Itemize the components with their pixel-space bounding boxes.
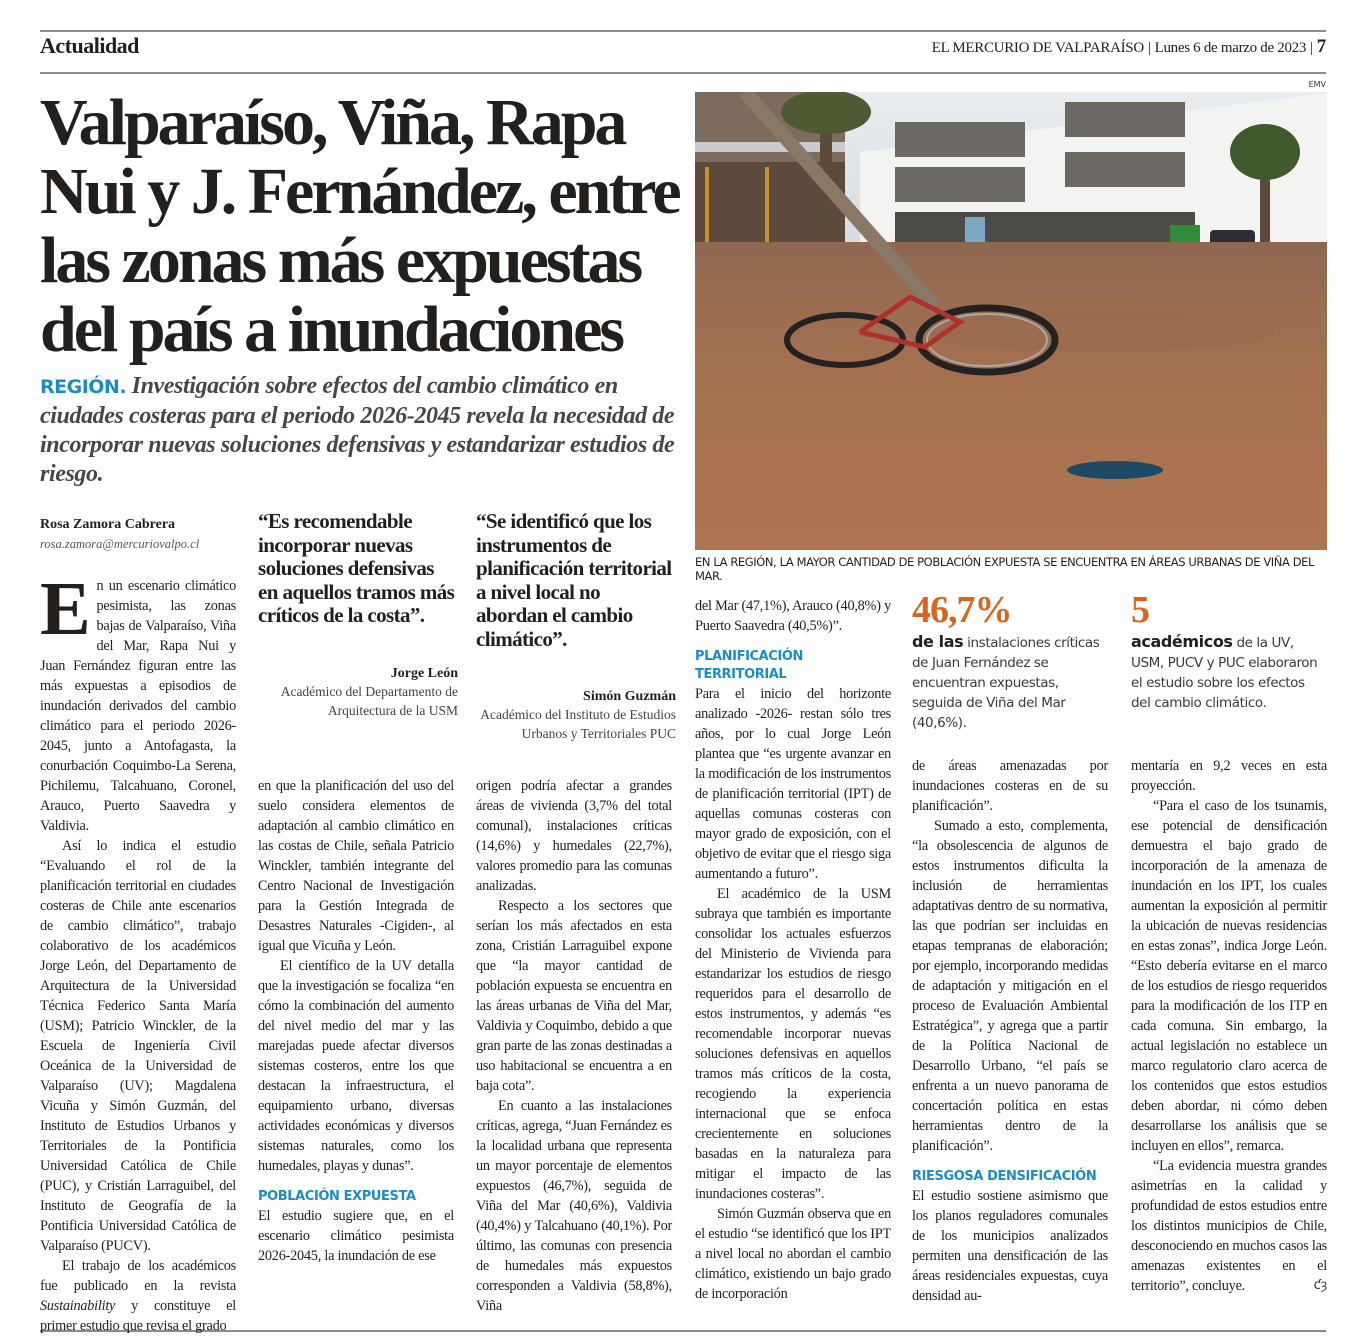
paragraph: El científico de la UV detalla que la investigación se focaliza “en cómo la combinación del aumento del nivel medio del mar y las marejadas puede afectar diversos sistemas costeros, entre los que destacan la infraestructura, el equipamiento urbano, diversas actividades económicas y diversos sistemas naturales, como los humedales, playas y dunas”. bbox=[258, 958, 454, 1174]
paragraph: Así lo indica el estudio “Evaluando el rol de la planificación territorial en ciudades costeras de Chile ante escenarios de cambio climático”, trabajo colaborativo de los académicos Jorge León, del Departamento de Arquitectura de la Universidad Técnica Federico Santa María (USM); Patricio Winckler, de la Escuela de Ingeniería Civil Oceánica de la Universidad de Valparaíso (UV); Magdalena Vicuña y Simón Guzmán, del Instituto de Estudios Urbanos y Territoriales de la Pontificia Universidad Católica de Chile (PUC), y Cristián Larraguibel, del Instituto de Geografía de la Pontificia Universidad Católica de Valparaíso (PUCV). bbox=[40, 838, 236, 1254]
issue-date: Lunes 6 de marzo de 2023 bbox=[1154, 40, 1307, 56]
paragraph: En un escenario climático pesimista, las zonas bajas de Valparaíso, Viña del Mar, Rapa Nui y Juan Fernández figuran entre las más expuestas a episodios de inundación derivados del cambio climático para el periodo 2026-2045, junto a Antofagasta, la conurbación Coquimbo-La Serena, Pichilemu, Talcahuano, Coronel, Arauco, Puerto Saavedra y Valdivia. bbox=[40, 567, 236, 834]
pull-quote bbox=[476, 510, 676, 743]
stat-lead: de las bbox=[912, 632, 964, 651]
paragraph: “Para el caso de los tsunamis, ese potencial de densificación demuestra el bajo grado de incorporación de la amenaza de inundación en los IPT, los cuales aumentan la exposición al permitir la ubicación de nuevas residencias en estas zonas”, indica Jorge León. “Esto debería evitarse en el marco de los estudios de riesgo requeridos para la modificación de los ITP en cada comuna. Sin embargo, la actual legislación no establece un marco regulatorio claro acerca de los contenidos que estos estudios deben abordar, ni cómo deben desarrollarse los análisis que se incluyen en ellos”, remarca. bbox=[1131, 798, 1327, 1154]
end-mark-icon: ƈȝ bbox=[1313, 1278, 1327, 1293]
flood-photo bbox=[695, 92, 1327, 550]
subheading: PLANIFICACIÓN TERRITORIAL bbox=[695, 649, 804, 682]
paragraph: “La evidencia muestra grandes asimetrías en la calidad y profundidad de estos estudios entre los distintos municipios de Chile, desconociendo en muchos casos las amenazas existentes en el territorio”, concluye. ƈȝ bbox=[1131, 1158, 1327, 1294]
paragraph: El estudio sostiene asimismo que los planos reguladores comunales de los municipios analizados permiten una densificación de las áreas residenciales expuestas, cuya densidad au- bbox=[912, 1188, 1108, 1304]
article-column-1 bbox=[40, 567, 236, 1336]
paragraph: Simón Guzmán observa que en el estudio “se identificó que los IPT a nivel local no abordan el cambio climático, existiendo un bajo grado de incorporación bbox=[695, 1206, 891, 1302]
paragraph: El trabajo de los académicos fue publicado en la revista Sustainability y constituye el primer estudio que revisa el grado bbox=[40, 1258, 236, 1334]
separator: | bbox=[1147, 40, 1151, 56]
stat-lead: académicos bbox=[1131, 632, 1233, 651]
stat-description bbox=[912, 632, 1112, 733]
paragraph: Respecto a los sectores que serían los más afectados en esta zona, Cristián Larraguibel expone que “la mayor cantidad de población expuesta se encuentra en las áreas urbanas de Viña del Mar, Valdivia y Coquimbo, debido a que gran parte de las zonas destinadas a uso habitacional se encuentra a en baja cota”. bbox=[476, 898, 672, 1094]
paragraph: En cuanto a las instalaciones críticas, agrega, “Juan Fernández es la localidad urbana que representa un mayor porcentaje de elementos expuestos (46,7%), seguida de Viña del Mar (40,6%), Valdivia (40,4%) y Talcahuano (40,1%). Por último, las comunas con presencia de humedales más expuestos corresponden a Valdivia (58,8%), Viña bbox=[476, 1098, 672, 1314]
byline bbox=[40, 517, 240, 552]
masthead bbox=[932, 36, 1326, 58]
page-number: 7 bbox=[1316, 36, 1326, 57]
stat-text: de la UV, USM, PUCV y PUC elaboraron el estudio sobre los efectos del cambio climático. bbox=[1131, 635, 1318, 711]
stat-box bbox=[1131, 590, 1327, 713]
article-column-2 bbox=[258, 776, 454, 1266]
photo-caption: EN LA REGIÓN, LA MAYOR CANTIDAD DE POBLACIÓN EXPUESTA SE ENCUENTRA EN ÁREAS URBANAS DE VIÑA DEL MAR. bbox=[695, 555, 1315, 583]
quote-author: Simón Guzmán bbox=[583, 689, 676, 704]
photo-credit: EMV bbox=[1308, 80, 1326, 89]
paragraph: Sumado a esto, complementa, “la obsolescencia de algunos de estos instrumentos dificulta la inclusión de herramientas adaptativas dentro de su normativa, las que podrían ser incluidas en etapas tempranas de elaboración; por ejemplo, incorporando medidas de adaptación y mitigación en el proceso de Evaluación Ambiental Estratégica”, y agrega que a partir de la Política Nacional de Desarrollo Urbano, “el país se enfrenta a un nuevo panorama de concertación política en estas herramientas dentro de la planificación”. bbox=[912, 818, 1108, 1154]
quote-text: “Es recomendable incorporar nuevas soluciones defensivas en aquellos tramos más críticos de la costa”. bbox=[258, 509, 455, 627]
headline: Valparaíso, Viña, Rapa Nui y J. Fernández, entre las zonas más expuestas del país a inundaciones bbox=[40, 86, 679, 366]
flooded-street-image bbox=[695, 92, 1327, 550]
paragraph: en que la planificación del uso del suelo considera elementos de adaptación al cambio climático en las costas de Chile, señala Patricio Winckler, también integrante del Centro Nacional de Investigación para la Gestión Integrada de Desastres Naturales -Cigiden-, al igual que Vicuña y León. bbox=[258, 778, 454, 954]
separator: | bbox=[1310, 40, 1313, 56]
quote-text: “Se identificó que los instrumentos de planificación territorial a nivel local no abordan el cambio climático”. bbox=[476, 509, 672, 651]
paragraph: de áreas amenazadas por inundaciones costeras en de su planificación”. bbox=[912, 758, 1108, 814]
pull-quote bbox=[258, 510, 458, 720]
stat-box bbox=[912, 590, 1112, 733]
quote-author: Jorge León bbox=[390, 665, 458, 681]
quote-author-role: Académico del Instituto de Estudios Urbanos y Territoriales PUC bbox=[480, 707, 676, 741]
paragraph: El estudio sugiere que, en el escenario climático pesimista 2026-2045, la inundación de ese bbox=[258, 1208, 454, 1264]
stat-text: instalaciones críticas de Juan Fernández se encuentran expuestas, seguida de Viña del Mar (40,6%). bbox=[912, 635, 1100, 731]
article-column-4 bbox=[695, 596, 891, 1304]
article-column-5 bbox=[912, 756, 1108, 1306]
paragraph: mentaría en 9,2 veces en esta proyección. bbox=[1131, 758, 1327, 794]
article-column-3 bbox=[476, 776, 672, 1316]
drop-cap: E bbox=[40, 567, 91, 651]
lede-text: Investigación sobre efectos del cambio climático en ciudades costeras para el periodo 2026-2045 revela la necesidad de incorporar nuevas soluciones defensivas y estandarizar estudios de riesgo. bbox=[40, 373, 675, 487]
stat-number: 5 bbox=[1131, 589, 1149, 631]
header-rule bbox=[40, 72, 1326, 74]
publication-name: EL MERCURIO DE VALPARAÍSO bbox=[931, 40, 1144, 56]
paragraph: del Mar (47,1%), Arauco (40,8%) y Puerto Saavedra (40,5%)”. bbox=[695, 598, 891, 634]
quote-author-role: Académico del Departamento de Arquitectura de la USM bbox=[280, 683, 458, 718]
paragraph: origen podría afectar a grandes áreas de vivienda (3,7% del total comunal), instalaciones críticas (14,6%) y humedales (22,7%), valores promedio para las comunas analizadas. bbox=[476, 778, 672, 894]
stat-number: 46,7% bbox=[912, 589, 1012, 631]
lede-kicker: REGIÓN. bbox=[40, 376, 127, 398]
article-column-6 bbox=[1131, 756, 1327, 1296]
stat-description bbox=[1131, 632, 1327, 713]
paragraph: Para el inicio del horizonte analizado -2026- restan sólo tres años, por lo cual Jorge León plantea que “es urgente avanzar en la modificación de los instrumentos de planificación territorial (IPT) de aquellas comunas costeras con mayor grado de exposición, con el objetivo de evitar que el riesgo siga aumentando a futuro”. bbox=[695, 686, 891, 882]
author-name: Rosa Zamora Cabrera bbox=[40, 517, 176, 532]
top-rule bbox=[40, 30, 1326, 32]
lede bbox=[40, 372, 680, 489]
subheading: POBLACIÓN EXPUESTA bbox=[258, 1189, 416, 1204]
paragraph: El académico de la USM subraya que también es importante consolidar los actuales esfuerzos del Ministerio de Vivienda para estandarizar los estudios de riesgo requeridos para el desarrollo de estos instrumentos, y además “es recomendable incorporar nuevas soluciones defensivas en aquellos tramos más críticos de la costa, recogiendo la experiencia internacional que se enfoca crecientemente en soluciones basadas en la naturaleza para mitigar el impacto de las inundaciones costeras”. bbox=[695, 886, 891, 1202]
journal-name: Sustainability bbox=[40, 1298, 116, 1314]
author-email[interactable]: rosa.zamora@mercuriovalpo.cl bbox=[40, 537, 200, 551]
subheading: RIESGOSA DENSIFICACIÓN bbox=[912, 1169, 1097, 1184]
section-label: Actualidad bbox=[40, 33, 139, 58]
